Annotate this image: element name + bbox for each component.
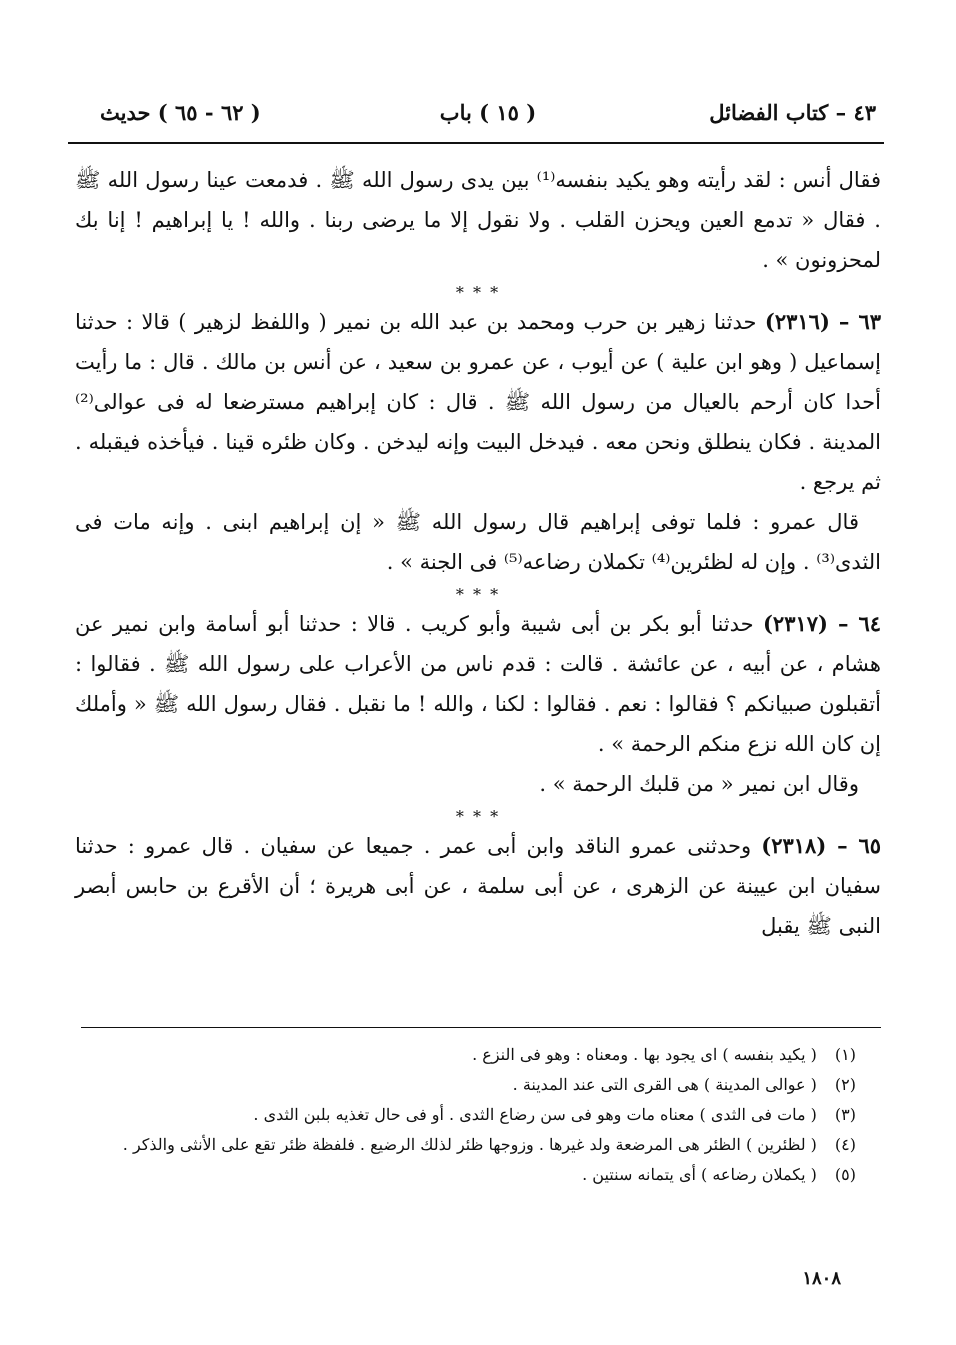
- running-header: [100, 100, 876, 140]
- hadith-63-continuation: قال عمرو : فلما توفى إبراهيم قال رسول الله ﷺ « إن إبراهيم ابنى . وإنه مات فى الثدى⁽³⁾ . وإن له لظئرين⁽⁴⁾ تكملان رضاعه⁽⁵⁾ فى الجنة » .: [75, 510, 881, 574]
- header-divider: [68, 142, 884, 144]
- footnote-divider: [81, 1027, 881, 1028]
- footnote-text: ( يكيد بنفسه ) اى يجود بها . ومعناه : وهو فى النزع .: [472, 1045, 817, 1064]
- hadith-number: ٦٥ – (٢٣١٨): [761, 833, 881, 858]
- chapter-label: ( ١٥ ) باب: [439, 100, 537, 125]
- hadith-63: [75, 302, 881, 502]
- hadith-65: [75, 826, 881, 946]
- footnotes: [90, 1040, 856, 1190]
- footnote-text: ( عوالى المدينة ) هى القرى التى عند المدينة .: [512, 1075, 817, 1094]
- footnote: [90, 1130, 856, 1160]
- hadith-text: حدثنا أبو بكر بن أبى شيبة وأبو كريب . قالا : حدثنا أبو أسامة وابن نمير عن هشام ، عن أبيه ، عن عائشة . قالت : قدم ناس من الأعراب على رسول الله ﷺ . فقالوا : أتقبلون صبيانكم ؟ فقالوا : نعم . فقالوا : لكنا ، والله ! ما نقبل . فقال رسول الله ﷺ « وأملك إن كان الله نزع منكم الرحمة » .: [75, 612, 881, 756]
- footnote-number: (٥): [834, 1165, 856, 1184]
- hadith-range: ( ٦٢ - ٦٥ ) حديث: [100, 100, 261, 125]
- hadith-number: ٦٣ – (٢٣١٦): [764, 309, 881, 334]
- footnote: [90, 1040, 856, 1070]
- footnote-text: ( لظئرين ) الظئر هى المرضعة ولد غيرها . وزوجها ظئر لذلك الرضيع . فلفظة ظئر تقع على الأنثى والذكر .: [122, 1135, 817, 1154]
- footnote: [90, 1160, 856, 1190]
- hadith-text: وحدثنى عمرو الناقد وابن أبى عمر . جميعا عن سفيان . قال عمرو : حدثنا سفيان ابن عيينة عن الزهرى ، عن أبى سلمة ، عن أبى هريرة ؛ أن الأقرع بن حابس أبصر النبى ﷺ يقبل: [75, 834, 881, 938]
- footnote-number: (٤): [834, 1135, 856, 1154]
- footnote-text: ( مات فى الثدى ) معناه مات وهو فى سن رضاع الثدى . أو فى حال تغذيه بلبن الثدى .: [253, 1105, 817, 1124]
- hadith-64: [75, 604, 881, 764]
- footnote: [90, 1070, 856, 1100]
- section-separator: * * *: [455, 585, 501, 604]
- section-separator: * * *: [455, 807, 501, 826]
- footnote-number: (١): [834, 1045, 856, 1064]
- paragraph-continuation: فقال أنس : لقد رأيته وهو يكيد بنفسه⁽¹⁾ بين يدى رسول الله ﷺ . فدمعت عينا رسول الله ﷺ . فقال « تدمع العين ويحزن القلب . ولا نقول إلا ما يرضى ربنا . والله ! يا إبراهيم ! إنا بك لمحزونون » .: [75, 168, 881, 272]
- hadith-number: ٦٤ – (٢٣١٧): [762, 611, 881, 636]
- hadith-text: حدثنا زهير بن حرب ومحمد بن عبد الله بن نمير ( واللفظ لزهير ) قالا : حدثنا إسماعيل ( وهو ابن علية ) عن أيوب ، عن عمرو بن سعيد ، عن أنس بن مالك . قال : ما رأيت أحدا كان أرحم بالعيال من رسول الله ﷺ . قال : كان إبراهيم مسترضعا له فى عوالى⁽²⁾ المدينة . فكان ينطلق ونحن معه . فيدخل البيت وإنه ليدخن . وكان ظئره قينا . فيأخذه فيقبله . ثم يرجع .: [75, 310, 881, 494]
- book-title: ٤٣ – كتاب الفضائل: [709, 100, 876, 125]
- main-text: [75, 160, 881, 946]
- section-separator: * * *: [455, 283, 501, 302]
- footnote-number: (٢): [834, 1075, 856, 1094]
- footnote-number: (٣): [834, 1105, 856, 1124]
- hadith-64-continuation: وقال ابن نمير « من قلبك الرحمة » .: [539, 772, 859, 796]
- footnote-text: ( يكملان رضاعه ) أى يتمانه سنتين .: [582, 1165, 817, 1184]
- footnote: [90, 1100, 856, 1130]
- page-number: ١٨٠٨: [802, 1268, 841, 1289]
